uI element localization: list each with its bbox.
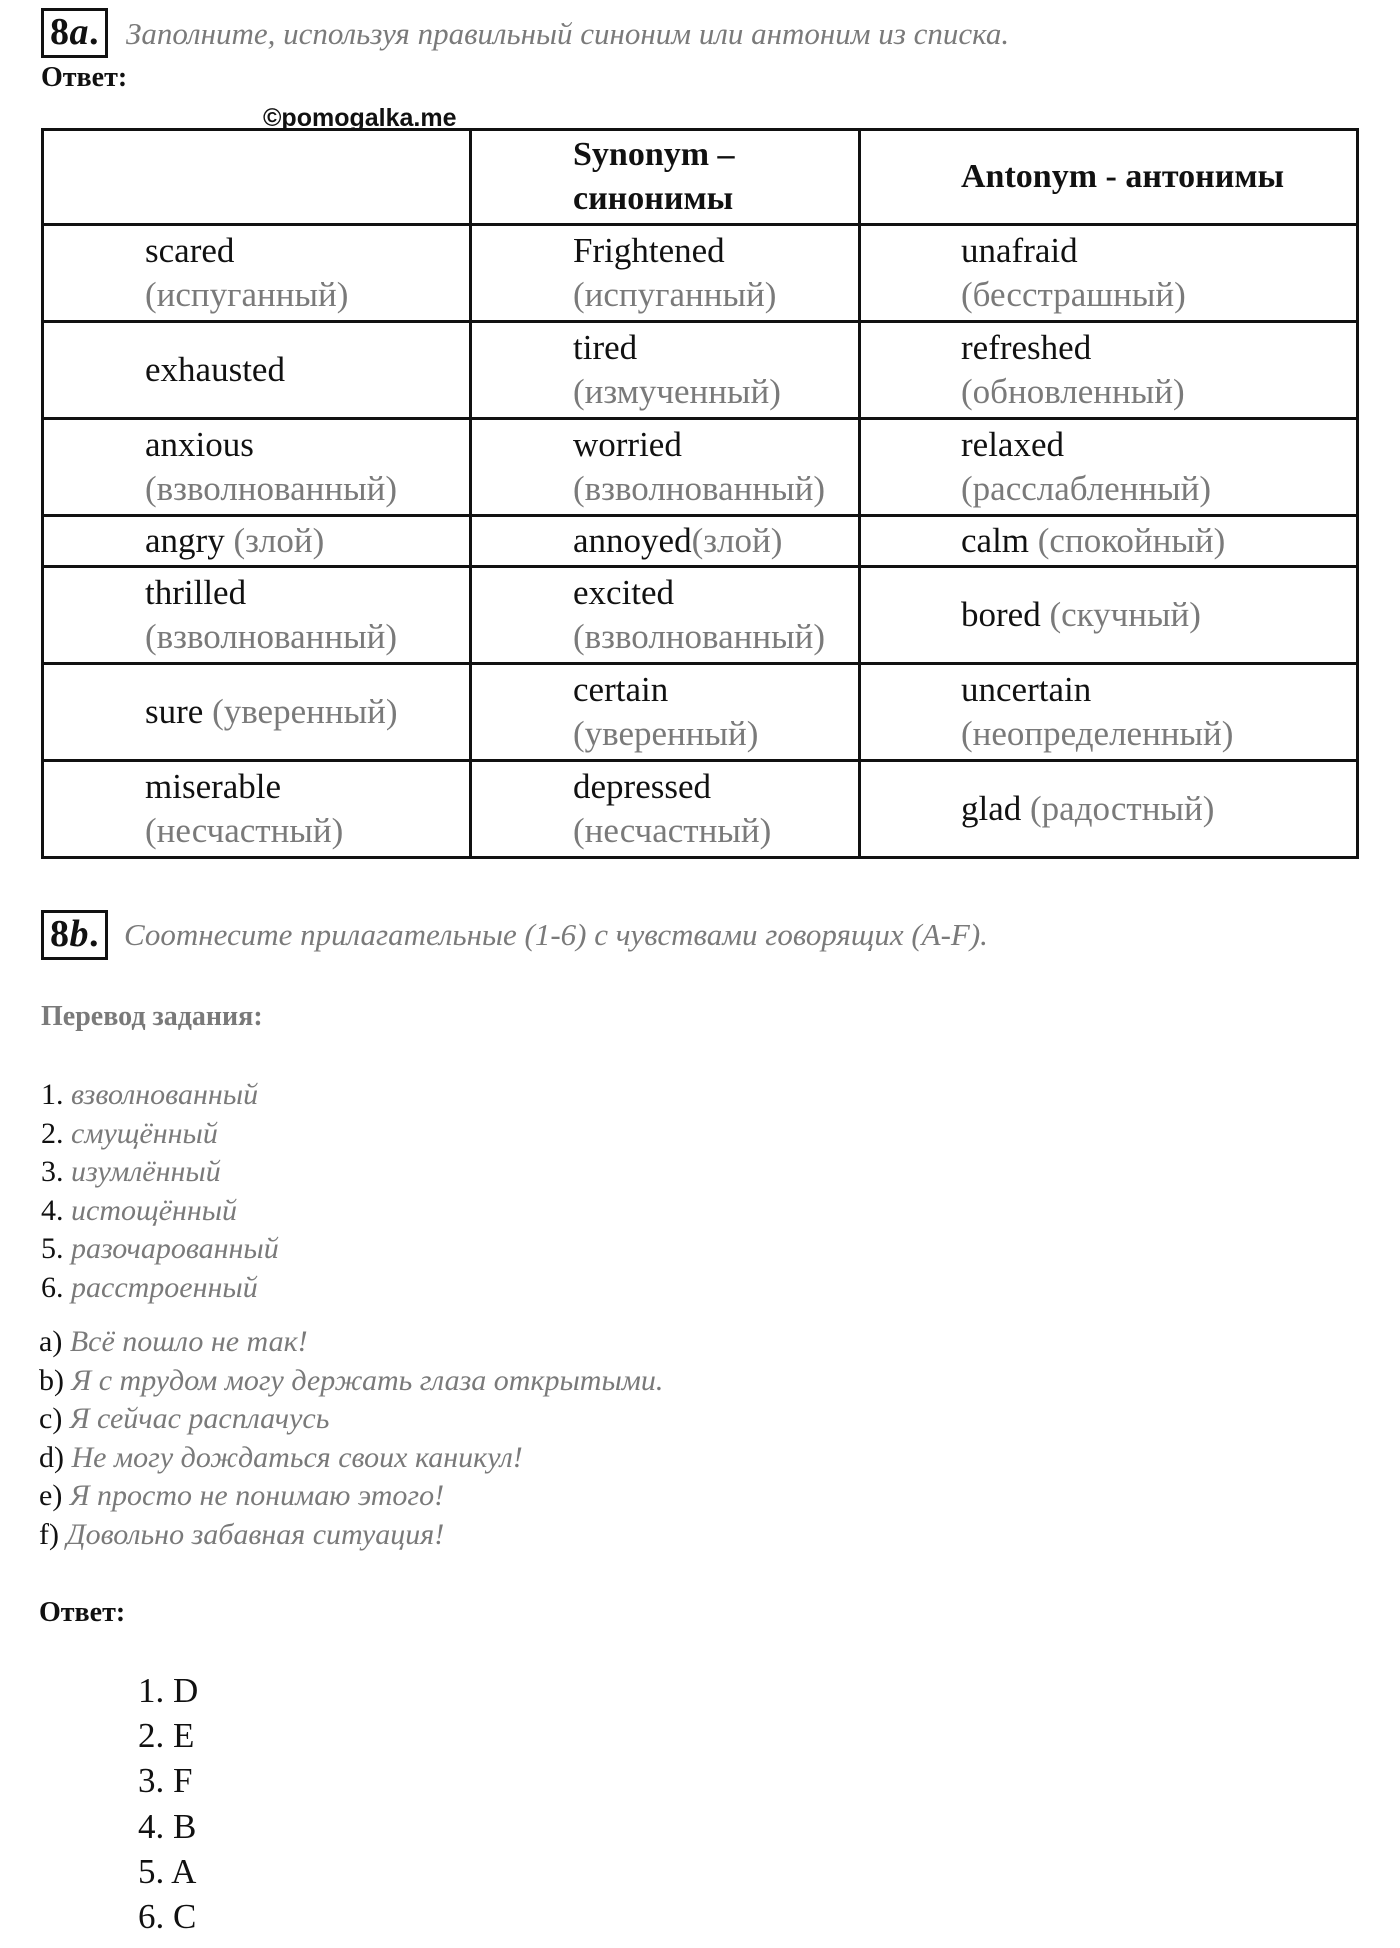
- task-8b-number-box: 8b.: [41, 910, 108, 960]
- word-cell: [43, 516, 471, 567]
- synonym-translation: (уверенный): [573, 714, 759, 753]
- translation-label: Перевод задания:: [41, 1001, 263, 1032]
- synonym-cell: [471, 225, 860, 322]
- list-item: 2. смущённый: [41, 1116, 218, 1150]
- antonym-cell: [860, 322, 1358, 419]
- synonym-translation: (злой): [691, 521, 783, 560]
- answer-item: 4. B: [138, 1806, 197, 1846]
- word-translation: (уверенный): [212, 692, 398, 731]
- synonym-translation: (испуганный): [573, 275, 777, 314]
- antonym-cell: [860, 419, 1358, 516]
- synonym: Frightened: [573, 231, 725, 270]
- word: thrilled: [145, 573, 247, 612]
- antonym-cell: [860, 664, 1358, 761]
- table-row: [43, 225, 1358, 322]
- antonym-translation: (спокойный): [1037, 521, 1226, 560]
- answers-list: [138, 1668, 198, 1939]
- word-translation: (взволнованный): [145, 617, 397, 656]
- word-translation: (несчастный): [145, 811, 344, 850]
- feelings-list: [39, 1323, 663, 1555]
- list-item: e) Я просто не понимаю этого!: [39, 1479, 445, 1513]
- synonym: worried: [573, 425, 682, 464]
- synonym-cell: [471, 761, 860, 858]
- task-8a-number: 8: [50, 11, 70, 53]
- table-header-row: [43, 130, 1358, 225]
- synonym-translation: (взволнованный): [573, 617, 825, 656]
- antonym-translation: (неопределенный): [961, 714, 1234, 753]
- table-row: [43, 516, 1358, 567]
- header-antonym: Antonym - антонимы: [860, 130, 1358, 225]
- answer-item: 2. E: [138, 1716, 195, 1756]
- header-synonym-line1: Synonym –: [573, 136, 735, 173]
- task-8a-letter: a: [69, 11, 89, 53]
- synonym: tired: [573, 328, 638, 367]
- antonym: bored: [961, 595, 1041, 634]
- task-8b-number: 8: [50, 913, 70, 955]
- word: angry: [145, 521, 225, 560]
- word-translation: (злой): [233, 521, 325, 560]
- word: anxious: [145, 425, 254, 464]
- header-synonym: [471, 130, 860, 225]
- word: miserable: [145, 767, 282, 806]
- synonym-cell: [471, 516, 860, 567]
- list-item: 4. истощённый: [41, 1193, 238, 1227]
- antonym-cell: [860, 761, 1358, 858]
- synonym-cell: [471, 567, 860, 664]
- task-8b-answer-label: Ответ:: [39, 1597, 126, 1628]
- synonym-antonym-table: [41, 128, 1359, 859]
- synonym: certain: [573, 670, 669, 709]
- answer-item: 1. D: [138, 1671, 199, 1710]
- word-cell: [43, 322, 471, 419]
- word: scared: [145, 231, 235, 270]
- answer-item: 3. F: [138, 1761, 193, 1801]
- word-cell: [43, 664, 471, 761]
- table-row: [43, 664, 1358, 761]
- antonym-translation: (скучный): [1049, 595, 1201, 634]
- task-8a-answer-label: Ответ:: [41, 62, 128, 93]
- word: sure: [145, 692, 204, 731]
- synonym-translation: (несчастный): [573, 811, 772, 850]
- word-cell: [43, 761, 471, 858]
- answer-item: 5. A: [138, 1851, 197, 1891]
- antonym-translation: (бесстрашный): [961, 275, 1186, 314]
- list-item: 3. изумлённый: [41, 1155, 221, 1189]
- synonym-translation: (взволнованный): [573, 469, 825, 508]
- task-8a-instruction: Заполните, используя правильный синоним или антоним из списка.: [126, 16, 1010, 51]
- header-synonym-line2: синонимы: [573, 180, 734, 217]
- synonym-cell: [471, 664, 860, 761]
- antonym: refreshed: [961, 328, 1092, 367]
- antonym-cell: [860, 516, 1358, 567]
- word-translation: (взволнованный): [145, 469, 397, 508]
- header-empty-cell: [43, 130, 471, 225]
- word: exhausted: [145, 350, 285, 389]
- task-8a-number-box: 8a.: [41, 8, 108, 58]
- list-item: 6. расстроенный: [41, 1270, 258, 1304]
- table-row: [43, 419, 1358, 516]
- antonym-cell: [860, 567, 1358, 664]
- table-row: [43, 322, 1358, 419]
- word-cell: [43, 419, 471, 516]
- synonym: excited: [573, 573, 675, 612]
- task-8b-instruction: Соотнесите прилагательные (1-6) с чувствами говорящих (A-F).: [124, 917, 988, 952]
- word-translation: (испуганный): [145, 275, 349, 314]
- antonym-translation: (обновленный): [961, 372, 1185, 411]
- table-row: [43, 567, 1358, 664]
- list-item: 1. взволнованный: [41, 1078, 259, 1111]
- list-item: c) Я сейчас расплачусь: [39, 1402, 330, 1436]
- antonym: uncertain: [961, 670, 1092, 709]
- answer-item: 6. C: [138, 1897, 197, 1937]
- table-row: [43, 761, 1358, 858]
- antonym-translation: (расслабленный): [961, 469, 1212, 508]
- antonym: unafraid: [961, 231, 1078, 270]
- synonym: annoyed: [573, 521, 692, 560]
- task-8b-letter: b: [69, 913, 89, 955]
- antonym-translation: (радостный): [1030, 789, 1215, 828]
- list-item: 5. разочарованный: [41, 1232, 279, 1266]
- adjectives-list: [41, 1076, 279, 1308]
- word-cell: [43, 225, 471, 322]
- list-item: f) Довольно забавная ситуация!: [39, 1517, 445, 1551]
- watermark: ©pomogalka.me: [263, 104, 457, 132]
- list-item: d) Не могу дождаться своих каникул!: [39, 1440, 523, 1474]
- list-item: a) Всё пошло не так!: [39, 1325, 308, 1358]
- antonym-cell: [860, 225, 1358, 322]
- antonym: calm: [961, 521, 1030, 560]
- synonym: depressed: [573, 767, 712, 806]
- synonym-cell: [471, 419, 860, 516]
- list-item: b) Я с трудом могу держать глаза открытыми.: [39, 1363, 664, 1397]
- word-cell: [43, 567, 471, 664]
- synonym-cell: [471, 322, 860, 419]
- synonym-translation: (измученный): [573, 372, 781, 411]
- antonym: relaxed: [961, 425, 1064, 464]
- antonym: glad: [961, 789, 1022, 828]
